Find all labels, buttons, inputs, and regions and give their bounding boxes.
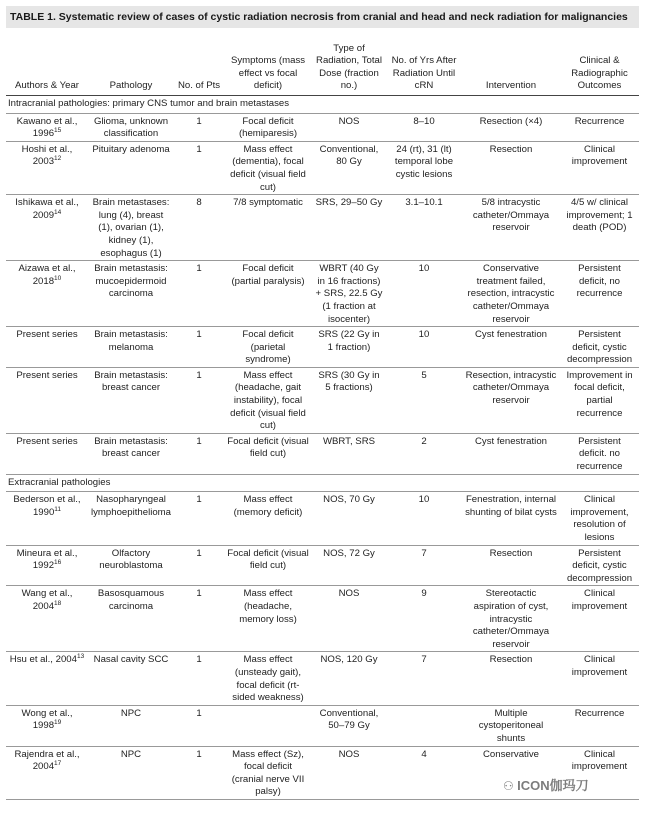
cell-intervention: Resection, intracystic catheter/Ommaya reservoir: [465, 369, 557, 407]
cell-radiation: NOS, 70 Gy: [323, 494, 375, 506]
header-pts: No. of Pts: [177, 80, 221, 92]
cell-author: [6, 433, 88, 474]
cell-pts: 1: [196, 115, 202, 127]
cell-intervention: Conservative: [483, 748, 539, 760]
cell-years: 8–10: [413, 115, 435, 127]
cell-pts: 1: [196, 748, 202, 760]
cell-pts: 1: [196, 369, 202, 381]
table-row: [6, 141, 639, 194]
reference-number: 16: [54, 559, 62, 567]
table-title: TABLE 1. Systematic review of cases of cystic radiation necrosis from cranial and head and neck radiation for malignancies: [6, 6, 639, 28]
cell-radiation: NOS, 72 Gy: [323, 547, 375, 559]
cell-intervention: Resection (×4): [479, 115, 543, 127]
table-row: [6, 327, 639, 368]
cell-pts: 1: [196, 435, 202, 447]
reference-number: 18: [54, 599, 62, 607]
cell-symptoms: [224, 705, 312, 746]
reference-number: 17: [54, 760, 62, 768]
header-radiation: Type of Radiation, Total Dose (fraction no.): [316, 42, 382, 92]
cell-pts: 8: [196, 197, 202, 209]
cell-author: [6, 113, 88, 141]
section-label: Intracranial pathologies: primary CNS tumor and brain metastases: [6, 96, 639, 114]
table-body: [6, 96, 639, 800]
cell-symptoms: Mass effect (dementia), focal deficit (visual field cut): [230, 143, 306, 193]
cell-pathology: Nasopharyngeal lymphoepithelioma: [91, 494, 171, 518]
cell-pathology: Brain metastasis: breast cancer: [94, 435, 168, 460]
author-text: Aizawa et al., 2018: [18, 263, 76, 287]
cell-author: [6, 586, 88, 652]
cell-symptoms: Mass effect (memory deficit): [233, 494, 303, 518]
author-text: Hsu et al., 2004: [9, 654, 77, 666]
cell-years: 9: [421, 588, 427, 600]
author-text: Present series: [16, 435, 78, 447]
cell-pathology: Brain metastases: lung (4), breast (1), ovarian (1), kidney (1), esophagus (1): [92, 197, 170, 259]
cell-symptoms: Focal deficit (visual field cut): [227, 547, 309, 572]
cell-radiation: NOS: [338, 115, 360, 127]
table-row: [6, 586, 639, 652]
cell-radiation: NOS, 120 Gy: [320, 654, 378, 666]
cell-years: 24 (rt), 31 (lt) temporal lobe cystic lesions: [394, 143, 454, 180]
section-row-intracranial: [6, 96, 639, 114]
cell-pts: 1: [196, 654, 202, 666]
cell-pathology: NPC: [120, 748, 142, 760]
table-row: [6, 113, 639, 141]
cell-outcome: Persistent deficit, no recurrence: [576, 263, 623, 300]
cell-years: 10: [418, 329, 430, 341]
cell-outcome: Persistent deficit, cystic decompression: [566, 329, 633, 366]
reference-number: 12: [54, 155, 62, 163]
cell-symptoms: Focal deficit (visual field cut): [227, 435, 309, 460]
author-text: Hoshi et al., 2003: [21, 143, 73, 168]
cell-outcome: Improvement in focal deficit, partial recurrence: [566, 369, 633, 419]
cell-radiation: NOS: [338, 588, 360, 600]
cell-years: 10: [418, 494, 430, 506]
table-row: [6, 652, 639, 705]
watermark-text: ICON伽玛刀: [517, 778, 589, 793]
author-text: Bederson et al., 1990: [13, 494, 81, 518]
cell-years: 7: [421, 654, 427, 666]
cell-pts: 1: [196, 707, 202, 719]
cell-pts: 1: [196, 143, 202, 155]
cell-years: 2: [421, 435, 427, 447]
cell-outcome: Clinical improvement: [571, 748, 628, 773]
reference-number: 11: [54, 505, 62, 513]
cell-outcome: Clinical improvement: [571, 654, 628, 678]
cell-radiation: Conventional, 50–79 Gy: [319, 707, 379, 732]
reference-number: 14: [54, 208, 62, 216]
table-row: [6, 545, 639, 586]
cell-intervention: Resection: [489, 143, 533, 155]
cell-symptoms: Mass effect (headache, gait instability), focal deficit (visual field cut): [230, 369, 306, 432]
cell-radiation: SRS (22 Gy in 1 fraction): [318, 329, 380, 353]
cell-radiation: WBRT (40 Gy in 16 fractions) + SRS, 22.5 Gy (1 fraction at isocenter): [315, 263, 383, 325]
author-text: Mineura et al., 1992: [16, 547, 78, 572]
cell-intervention: Resection: [489, 547, 533, 559]
header-intervention: Intervention: [485, 80, 537, 92]
cell-pathology: Brain metastasis: mucoepidermoid carcinoma: [94, 263, 168, 300]
cell-years: 4: [421, 748, 427, 760]
table-row: [6, 261, 639, 327]
cell-symptoms: Focal deficit (hemiparesis): [238, 115, 298, 140]
cell-outcome: Clinical improvement: [571, 143, 628, 168]
cell-author: [6, 746, 88, 799]
reference-number: 10: [54, 274, 62, 282]
cell-author: [6, 195, 88, 261]
cell-radiation: WBRT, SRS: [322, 435, 376, 447]
reference-number: 19: [54, 719, 62, 727]
cell-pathology: Glioma, unknown classification: [93, 115, 169, 140]
section-label: Extracranial pathologies: [6, 474, 639, 492]
cell-pathology: Brain metastasis: melanoma: [94, 329, 168, 353]
table-row: [6, 433, 639, 474]
section-row-extracranial: [6, 474, 639, 492]
cell-years: [386, 705, 462, 746]
cell-radiation: Conventional, 80 Gy: [319, 143, 379, 168]
author-text: Rajendra et al., 2004: [14, 748, 80, 773]
cell-author: [6, 545, 88, 586]
cell-pts: 1: [196, 329, 202, 341]
cell-outcome: Persistent deficit, cystic decompression: [566, 547, 633, 584]
cell-outcome: 4/5 w/ clinical improvement; 1 death (POD): [566, 197, 633, 234]
cell-outcome: Recurrence: [574, 115, 625, 127]
cell-symptoms: Focal deficit (partial paralysis): [231, 263, 305, 287]
cell-pts: 1: [196, 494, 202, 506]
watermark: [503, 775, 589, 794]
author-text: Present series: [16, 329, 78, 341]
cell-outcome: Clinical improvement: [571, 588, 628, 612]
cell-intervention: Cyst fenestration: [475, 435, 547, 447]
cell-intervention: Fenestration, internal shunting of bilat cysts: [465, 494, 557, 518]
cell-intervention: 5/8 intracystic catheter/Ommaya reservoir: [472, 197, 550, 234]
cell-intervention: Stereotactic aspiration of cyst, intracystic catheter/Ommaya reservoir: [472, 588, 550, 650]
cell-radiation: NOS: [338, 748, 360, 760]
cell-symptoms: Focal deficit (parietal syndrome): [242, 329, 294, 366]
cell-pathology: Olfactory neuroblastoma: [99, 547, 163, 572]
review-table: [6, 36, 639, 800]
table-row: [6, 367, 639, 433]
header-years: No. of Yrs After Radiation Until cRN: [391, 55, 457, 92]
cell-outcome: Recurrence: [574, 707, 625, 719]
cell-symptoms: 7/8 symptomatic: [233, 197, 303, 209]
cell-pts: 1: [196, 263, 202, 275]
table-row: [6, 705, 639, 746]
cell-pathology: Pituitary adenoma: [92, 143, 170, 155]
author-text: Ishikawa et al., 2009: [15, 197, 79, 221]
wechat-icon: ⚇: [503, 779, 518, 793]
header-symptoms: Symptoms (mass effect vs focal deficit): [230, 55, 306, 92]
cell-years: 3.1–10.1: [405, 197, 443, 209]
cell-author: [6, 492, 88, 545]
cell-intervention: Conservative treatment failed, resection, intracystic catheter/Ommaya reservoir: [467, 263, 555, 325]
table-row: [6, 492, 639, 545]
cell-symptoms: Mass effect (unsteady gait), focal deficit (rt-sided weakness): [232, 654, 304, 704]
cell-radiation: SRS, 29–50 Gy: [315, 197, 383, 209]
cell-pathology: NPC: [120, 707, 142, 719]
cell-years: 10: [418, 263, 430, 275]
cell-author: [6, 327, 88, 368]
cell-pts: 1: [196, 588, 202, 600]
cell-author: [6, 652, 88, 705]
header-authors: Authors & Year: [14, 80, 79, 92]
header-pathology: Pathology: [109, 80, 153, 92]
header-row: [6, 36, 639, 96]
cell-intervention: Cyst fenestration: [475, 329, 547, 341]
cell-outcome: Clinical improvement, resolution of lesions: [570, 494, 629, 543]
author-text: Wong et al., 1998: [21, 707, 73, 732]
cell-pathology: Brain metastasis: breast cancer: [94, 369, 168, 394]
cell-author: [6, 367, 88, 433]
cell-author: [6, 261, 88, 327]
cell-author: [6, 141, 88, 194]
author-text: Present series: [16, 369, 78, 381]
cell-symptoms: Mass effect (headache, memory loss): [239, 588, 297, 625]
cell-symptoms: Mass effect (Sz), focal deficit (cranial nerve VII palsy): [231, 748, 305, 798]
cell-pathology: Nasal cavity SCC: [93, 654, 169, 666]
cell-pts: 1: [196, 547, 202, 559]
cell-intervention: Multiple cystoperitoneal shunts: [478, 707, 544, 744]
author-text: Wang et al., 2004: [21, 588, 73, 612]
cell-years: 5: [421, 369, 427, 381]
header-outcomes: Clinical & Radiographic Outcomes: [571, 55, 628, 92]
reference-number: 13: [76, 653, 85, 661]
cell-radiation: SRS (30 Gy in 5 fractions): [318, 369, 380, 394]
cell-years: 7: [421, 547, 427, 559]
table-row: [6, 195, 639, 261]
author-text: Kawano et al., 1996: [16, 115, 78, 140]
reference-number: 15: [54, 127, 62, 135]
cell-author: [6, 705, 88, 746]
cell-intervention: Resection: [489, 654, 533, 666]
cell-pathology: Basosquamous carcinoma: [97, 588, 165, 612]
cell-outcome: Persistent deficit. no recurrence: [576, 435, 623, 473]
